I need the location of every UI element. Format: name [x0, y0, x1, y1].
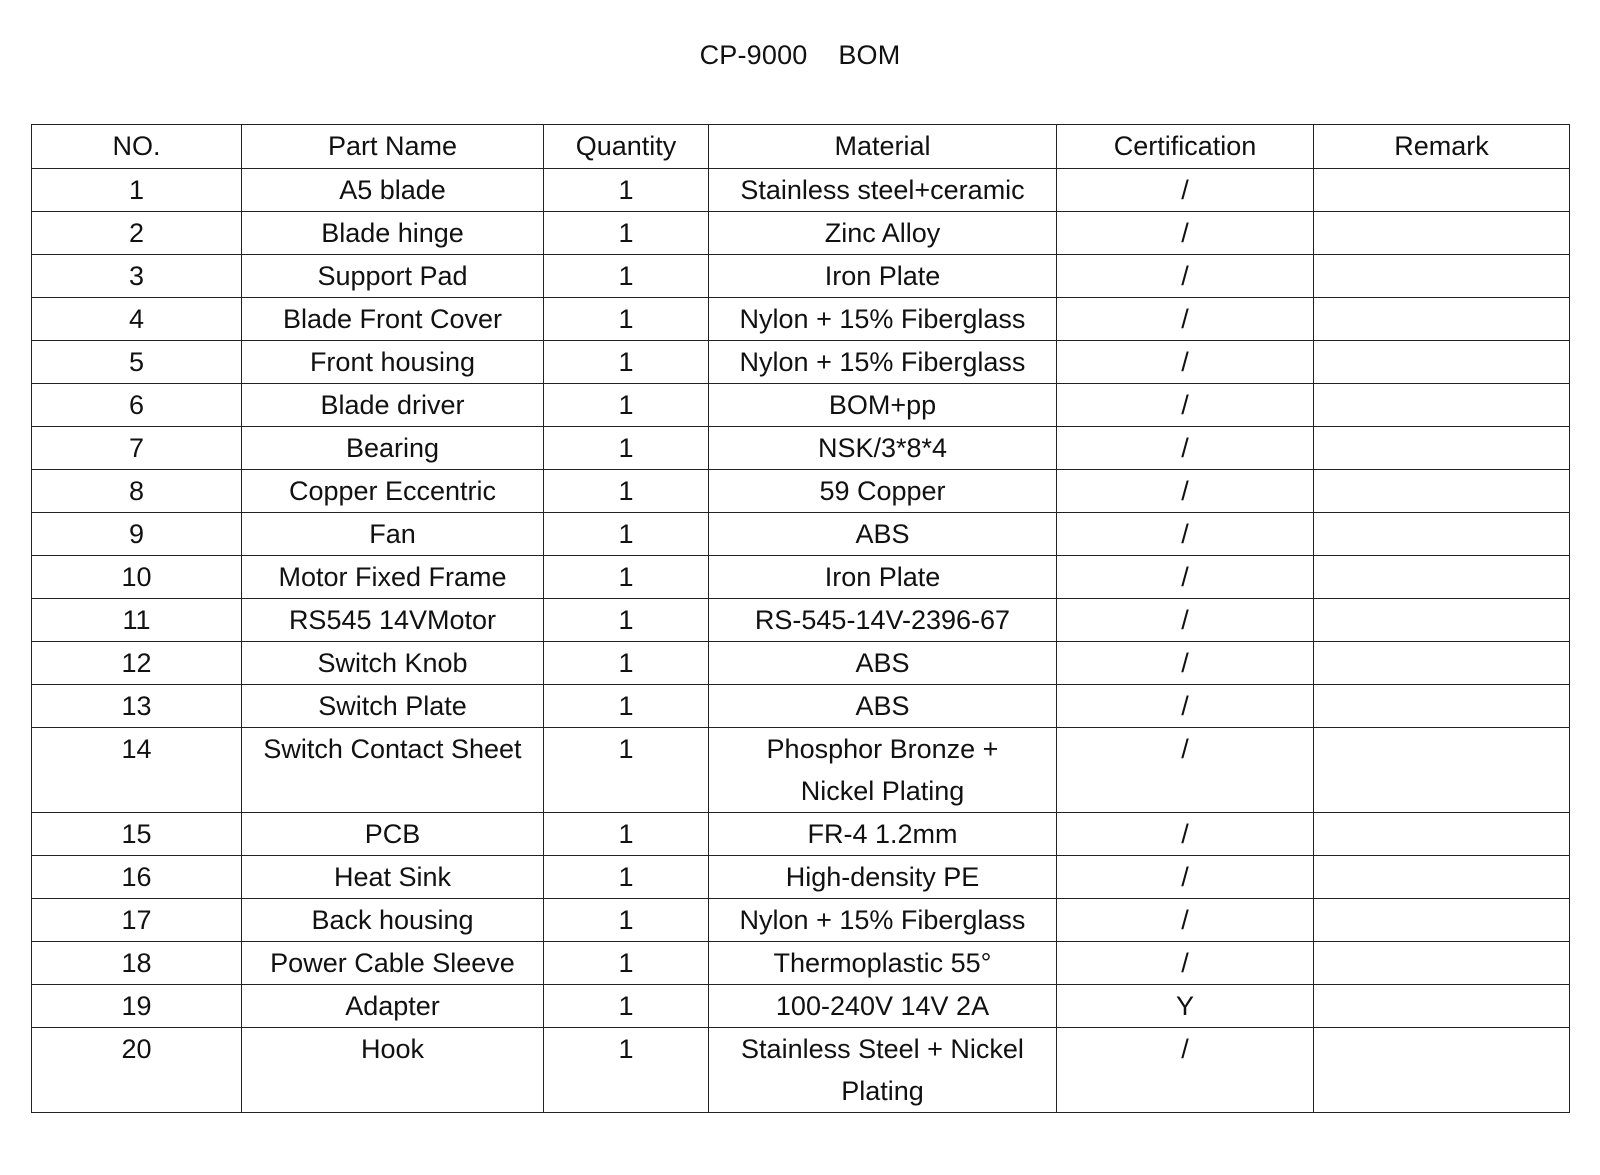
- cell-remark: [1314, 427, 1570, 470]
- table-row: [32, 212, 1570, 255]
- cell-part-name: Adapter: [242, 985, 544, 1028]
- cell-material: Phosphor Bronze + Nickel Plating: [709, 728, 1057, 813]
- cell-part-name: RS545 14VMotor: [242, 599, 544, 642]
- cell-certification: /: [1057, 942, 1314, 985]
- cell-remark: [1314, 599, 1570, 642]
- table-body: [32, 169, 1570, 1113]
- cell-quantity: 1: [544, 899, 709, 942]
- cell-remark: [1314, 556, 1570, 599]
- cell-quantity: 1: [544, 298, 709, 341]
- cell-quantity: 1: [544, 813, 709, 856]
- column-header-no: NO.: [32, 125, 242, 169]
- cell-part-name: Blade hinge: [242, 212, 544, 255]
- table-row: [32, 169, 1570, 212]
- column-header-quantity: Quantity: [544, 125, 709, 169]
- cell-remark: [1314, 212, 1570, 255]
- cell-part-name: PCB: [242, 813, 544, 856]
- cell-no: 8: [32, 470, 242, 513]
- table-row: [32, 513, 1570, 556]
- cell-material: Zinc Alloy: [709, 212, 1057, 255]
- cell-material: BOM+pp: [709, 384, 1057, 427]
- cell-quantity: 1: [544, 985, 709, 1028]
- column-header-remark: Remark: [1314, 125, 1570, 169]
- column-header-part-name: Part Name: [242, 125, 544, 169]
- cell-quantity: 1: [544, 599, 709, 642]
- cell-quantity: 1: [544, 728, 709, 813]
- cell-certification: /: [1057, 169, 1314, 212]
- cell-quantity: 1: [544, 642, 709, 685]
- cell-material: 100-240V 14V 2A: [709, 985, 1057, 1028]
- cell-certification: /: [1057, 556, 1314, 599]
- cell-part-name: A5 blade: [242, 169, 544, 212]
- cell-part-name: Front housing: [242, 341, 544, 384]
- cell-material: ABS: [709, 685, 1057, 728]
- cell-no: 13: [32, 685, 242, 728]
- cell-certification: /: [1057, 427, 1314, 470]
- cell-material: ABS: [709, 642, 1057, 685]
- table-row: [32, 685, 1570, 728]
- cell-no: 15: [32, 813, 242, 856]
- cell-part-name: Switch Contact Sheet: [242, 728, 544, 813]
- cell-quantity: 1: [544, 341, 709, 384]
- cell-quantity: 1: [544, 384, 709, 427]
- cell-quantity: 1: [544, 513, 709, 556]
- table-row: [32, 255, 1570, 298]
- cell-remark: [1314, 985, 1570, 1028]
- cell-certification: /: [1057, 642, 1314, 685]
- cell-quantity: 1: [544, 212, 709, 255]
- cell-quantity: 1: [544, 685, 709, 728]
- table-row: [32, 341, 1570, 384]
- cell-material: Thermoplastic 55°: [709, 942, 1057, 985]
- cell-no: 6: [32, 384, 242, 427]
- cell-quantity: 1: [544, 856, 709, 899]
- table-row: [32, 470, 1570, 513]
- cell-certification: /: [1057, 813, 1314, 856]
- table-row: [32, 298, 1570, 341]
- cell-certification: Y: [1057, 985, 1314, 1028]
- cell-certification: /: [1057, 728, 1314, 813]
- cell-certification: /: [1057, 513, 1314, 556]
- cell-part-name: Support Pad: [242, 255, 544, 298]
- cell-quantity: 1: [544, 427, 709, 470]
- cell-remark: [1314, 685, 1570, 728]
- cell-no: 1: [32, 169, 242, 212]
- cell-material: NSK/3*8*4: [709, 427, 1057, 470]
- cell-remark: [1314, 856, 1570, 899]
- cell-certification: /: [1057, 599, 1314, 642]
- cell-remark: [1314, 513, 1570, 556]
- cell-part-name: Heat Sink: [242, 856, 544, 899]
- cell-material: FR-4 1.2mm: [709, 813, 1057, 856]
- cell-no: 12: [32, 642, 242, 685]
- document-title: CP-9000 BOM: [699, 40, 901, 70]
- cell-remark: [1314, 642, 1570, 685]
- column-header-material: Material: [709, 125, 1057, 169]
- cell-remark: [1314, 169, 1570, 212]
- cell-no: 10: [32, 556, 242, 599]
- table-row: [32, 985, 1570, 1028]
- cell-certification: /: [1057, 341, 1314, 384]
- cell-remark: [1314, 1028, 1570, 1113]
- cell-remark: [1314, 728, 1570, 813]
- cell-material: Iron Plate: [709, 556, 1057, 599]
- table-header-row: [32, 125, 1570, 169]
- table-row: [32, 642, 1570, 685]
- cell-certification: /: [1057, 298, 1314, 341]
- cell-part-name: Blade Front Cover: [242, 298, 544, 341]
- cell-remark: [1314, 255, 1570, 298]
- cell-part-name: Bearing: [242, 427, 544, 470]
- cell-part-name: Power Cable Sleeve: [242, 942, 544, 985]
- cell-certification: /: [1057, 685, 1314, 728]
- cell-remark: [1314, 813, 1570, 856]
- table-row: [32, 384, 1570, 427]
- cell-no: 14: [32, 728, 242, 813]
- cell-no: 11: [32, 599, 242, 642]
- cell-no: 19: [32, 985, 242, 1028]
- cell-certification: /: [1057, 212, 1314, 255]
- table-row: [32, 556, 1570, 599]
- cell-certification: /: [1057, 856, 1314, 899]
- cell-material: 59 Copper: [709, 470, 1057, 513]
- table-row: [32, 1028, 1570, 1113]
- cell-remark: [1314, 298, 1570, 341]
- cell-part-name: Back housing: [242, 899, 544, 942]
- cell-material: Nylon + 15% Fiberglass: [709, 298, 1057, 341]
- cell-no: 3: [32, 255, 242, 298]
- table-row: [32, 899, 1570, 942]
- column-header-certification: Certification: [1057, 125, 1314, 169]
- table-row: [32, 728, 1570, 813]
- cell-no: 5: [32, 341, 242, 384]
- cell-material: Iron Plate: [709, 255, 1057, 298]
- cell-remark: [1314, 470, 1570, 513]
- table-row: [32, 427, 1570, 470]
- cell-certification: /: [1057, 1028, 1314, 1113]
- cell-material: High-density PE: [709, 856, 1057, 899]
- table-row: [32, 856, 1570, 899]
- cell-no: 17: [32, 899, 242, 942]
- cell-no: 18: [32, 942, 242, 985]
- cell-material: Nylon + 15% Fiberglass: [709, 341, 1057, 384]
- cell-part-name: Motor Fixed Frame: [242, 556, 544, 599]
- cell-quantity: 1: [544, 255, 709, 298]
- cell-no: 16: [32, 856, 242, 899]
- cell-quantity: 1: [544, 942, 709, 985]
- cell-part-name: Switch Plate: [242, 685, 544, 728]
- cell-no: 9: [32, 513, 242, 556]
- cell-remark: [1314, 942, 1570, 985]
- cell-no: 2: [32, 212, 242, 255]
- cell-material: Nylon + 15% Fiberglass: [709, 899, 1057, 942]
- cell-material: Stainless Steel + Nickel Plating: [709, 1028, 1057, 1113]
- table-row: [32, 599, 1570, 642]
- cell-no: 20: [32, 1028, 242, 1113]
- cell-certification: /: [1057, 470, 1314, 513]
- cell-part-name: Blade driver: [242, 384, 544, 427]
- cell-quantity: 1: [544, 169, 709, 212]
- cell-material: ABS: [709, 513, 1057, 556]
- cell-part-name: Copper Eccentric: [242, 470, 544, 513]
- table-row: [32, 813, 1570, 856]
- cell-remark: [1314, 341, 1570, 384]
- cell-remark: [1314, 384, 1570, 427]
- cell-part-name: Fan: [242, 513, 544, 556]
- bom-table: [31, 124, 1570, 1113]
- cell-quantity: 1: [544, 470, 709, 513]
- cell-part-name: Switch Knob: [242, 642, 544, 685]
- table-row: [32, 942, 1570, 985]
- cell-quantity: 1: [544, 556, 709, 599]
- cell-no: 7: [32, 427, 242, 470]
- cell-certification: /: [1057, 899, 1314, 942]
- cell-part-name: Hook: [242, 1028, 544, 1113]
- cell-material: RS-545-14V-2396-67: [709, 599, 1057, 642]
- cell-certification: /: [1057, 255, 1314, 298]
- cell-certification: /: [1057, 384, 1314, 427]
- cell-no: 4: [32, 298, 242, 341]
- cell-material: Stainless steel+ceramic: [709, 169, 1057, 212]
- cell-remark: [1314, 899, 1570, 942]
- cell-quantity: 1: [544, 1028, 709, 1113]
